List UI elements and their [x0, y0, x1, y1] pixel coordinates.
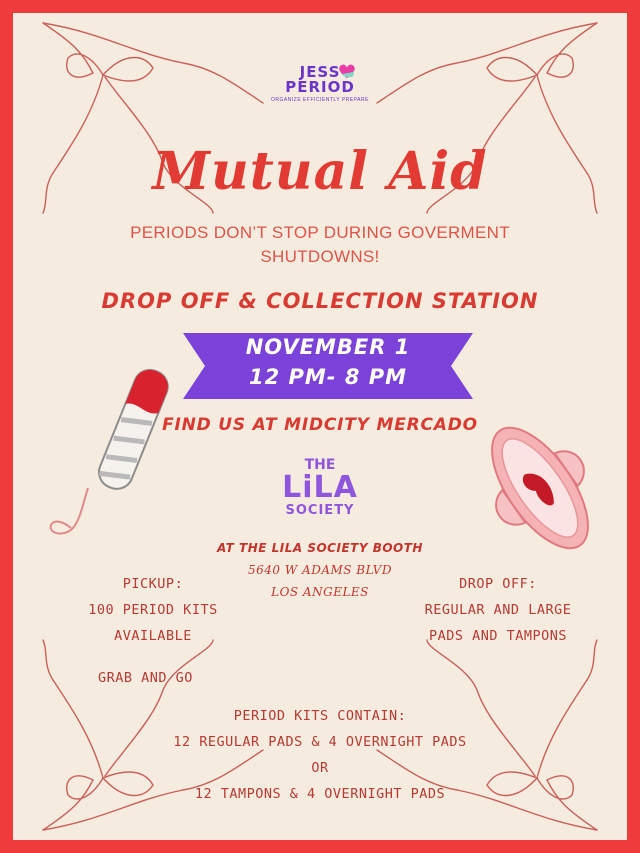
- lila-name: LiLA: [282, 470, 358, 505]
- dropoff-line1: REGULAR AND LARGE: [424, 602, 572, 618]
- lila-society-logo: [13, 457, 627, 518]
- booth-city: LOS ANGELES: [271, 585, 369, 599]
- kits-heading: PERIOD KITS CONTAIN:: [233, 708, 407, 724]
- pickup-section: [53, 571, 253, 649]
- booth-label: AT THE LILA SOCIETY BOOTH: [217, 541, 423, 555]
- kits-option1: 12 REGULAR PADS & 4 OVERNIGHT PADS: [173, 734, 467, 750]
- kit-contents: [13, 703, 627, 807]
- pickup-line1: 100 PERIOD KITS: [88, 602, 218, 618]
- date-banner: [183, 329, 473, 403]
- banner-time: 12 PM- 8 PM: [248, 365, 408, 389]
- lila-the: THE: [304, 457, 336, 473]
- page-title: Mutual Aid: [152, 141, 488, 202]
- logo-line2: PERIOD: [285, 78, 355, 96]
- subtitle-line2: SHUTDOWNS!: [260, 247, 380, 266]
- lila-society: SOCIETY: [285, 503, 355, 518]
- subtitle: [13, 221, 627, 269]
- dropoff-section: [393, 571, 603, 649]
- location-line: FIND US AT MIDCITY MERCADO: [162, 415, 478, 435]
- jess-period-logo: [13, 65, 627, 103]
- station-heading: DROP OFF & COLLECTION STATION: [101, 289, 539, 313]
- kits-option2: 12 TAMPONS & 4 OVERNIGHT PADS: [194, 786, 446, 802]
- logo-tagline: ORGANIZE EFFICIENTLY PREPARE: [271, 97, 369, 103]
- poster-card: [13, 13, 627, 840]
- banner-date: NOVEMBER 1: [245, 335, 411, 359]
- subtitle-line1: PERIODS DON’T STOP DURING GOVERMENT: [130, 223, 510, 242]
- pickup-heading: PICKUP:: [122, 576, 184, 592]
- dropoff-line2: PADS AND TAMPONS: [428, 628, 568, 644]
- pickup-note: GRAB AND GO: [98, 670, 193, 686]
- kits-or: OR: [311, 760, 329, 776]
- heart-icon: [338, 63, 356, 79]
- tampon-illustration: [33, 353, 193, 553]
- logo-line1: JESS: [299, 63, 341, 81]
- dropoff-heading: DROP OFF:: [459, 576, 537, 592]
- booth-street: 5640 W ADAMS BLVD: [248, 563, 392, 577]
- pickup-line2: AVAILABLE: [114, 628, 192, 644]
